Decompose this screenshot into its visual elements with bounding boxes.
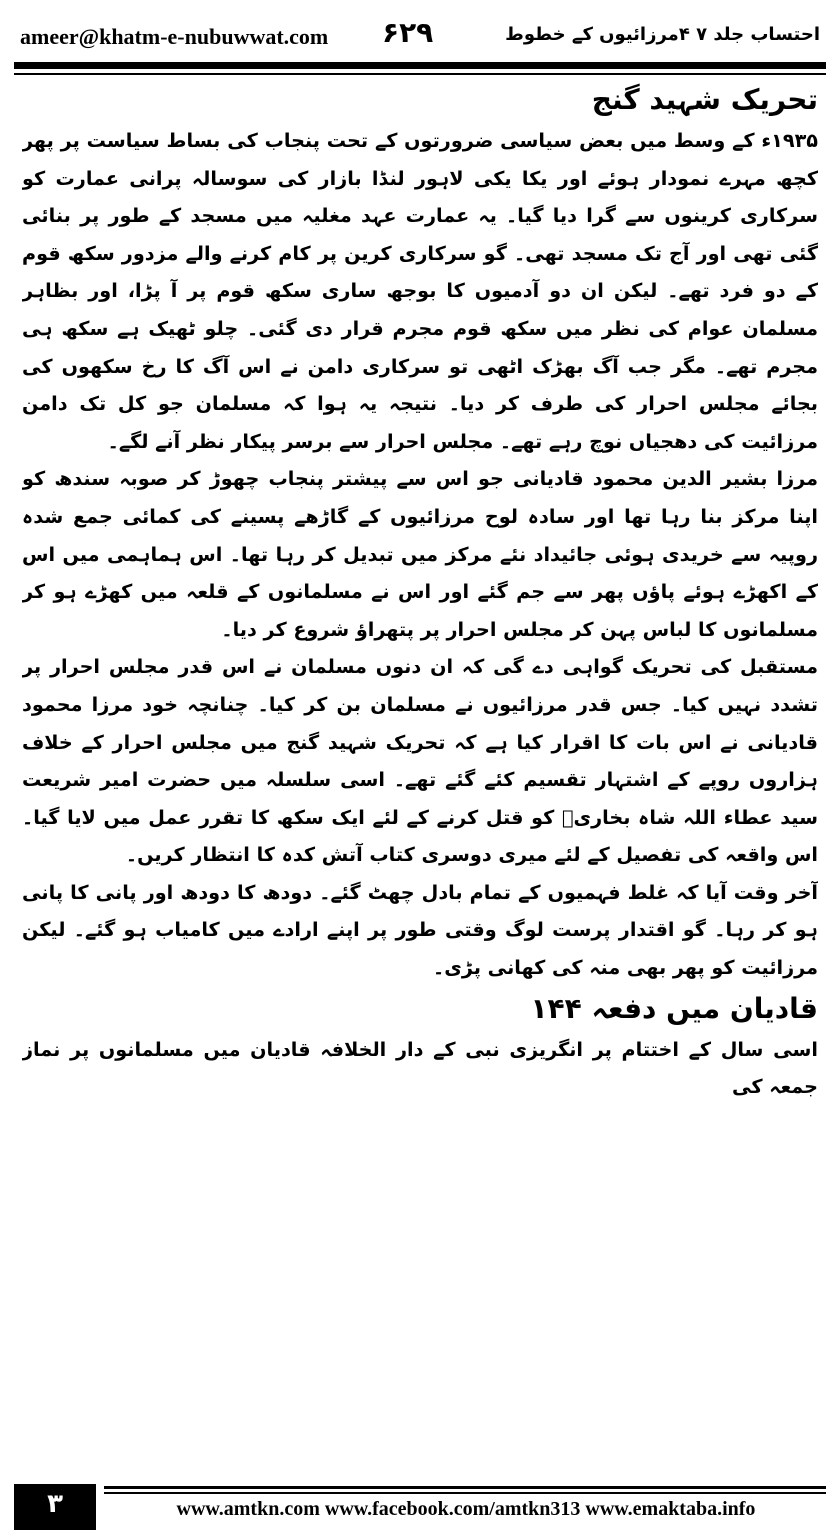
section-heading-shaheed-ganj: تحریک شہید گنج <box>591 83 818 116</box>
paragraph-4: آخر وقت آیا کہ غلط فہمیوں کے تمام بادل چھٹ گئے۔ دودھ کا دودھ اور پانی کا پانی ہو کر رہا۔ گو اقتدار پرست لوگ وقتی طور پر اپنے ارادے میں کامیاب ہو گئے۔ لیکن مرزائیت کو پھر بھی منہ کی کھانی پڑی۔ <box>22 880 818 980</box>
footer-page-number: ۳ <box>14 1484 96 1530</box>
footer-rule-thick <box>104 1486 826 1489</box>
footer-links[interactable]: www.amtkn.com www.facebook.com/amtkn313 www.emaktaba.info <box>176 1498 756 1520</box>
header-rule-thin <box>14 73 826 75</box>
page-footer <box>14 1484 826 1530</box>
paragraph-5: اسی سال کے اختتام پر انگریزی نبی کے دار الخلافہ قادیان میں مسلمانوں پر نماز جمعہ کی <box>22 1037 818 1099</box>
paragraph-2: مرزا بشیر الدین محمود قادیانی جو اس سے پیشتر پنجاب چھوڑ کر صوبہ سندھ کو اپنا مرکز بنا رہا تھا اور سادہ لوح مرزائیوں کے گاڑھے پسینے کی کمائی جمع شدہ روپیہ سے خریدی ہوئی جائیداد نئے مرکز میں تبدیل کر رہا تھا۔ اس ہماہمی میں اس کے اکھڑے ہوئے پاؤں پھر سے جم گئے اور اس نے مسلمانوں کے قلعہ میں کھڑے ہو کر مسلمانوں کا لباس پہن کر مجلس احرار پر پتھراؤ شروع کر دیا۔ <box>22 467 818 641</box>
header-book-title: احتساب جلد ۷ ۴مرزائیوں کے خطوط <box>505 24 820 45</box>
header-page-number: ۶۲۹ <box>382 16 434 49</box>
page-header <box>14 14 826 58</box>
paragraph-1: ۱۹۳۵ء کے وسط میں بعض سیاسی ضرورتوں کے تحت پنجاب کی بساط سیاست پر پھر کچھ مہرے نمودار ہوئے اور یکا یکی لاہور لنڈا بازار کی سوسالہ پرانی عمارت کو سرکاری کرینوں سے گرا دیا گیا۔ یہ عمارت عہد مغلیہ میں مسجد کے طور پر بنائی گئی تھی اور آج تک مسجد تھی۔ گو سرکاری کرین پر کام کرنے والے مزدور سکھ قوم کے دو فرد تھے۔ لیکن ان دو آدمیوں کا بوجھ ساری سکھ قوم پر آ پڑا، اور بظاہر مسلمان عوام کی نظر میں سکھ قوم مجرم قرار دی گئی۔ چلو ٹھیک ہے سکھ ہی مجرم تھے۔ مگر جب آگ بھڑک اٹھی تو سرکاری دامن نے اس آگ کا رخ سکھوں کی بجائے مجلس احرار کی طرف کر دیا۔ نتیجہ یہ ہوا کہ مسلمان جو کل تک دامن مرزائیت کی دھجیاں نوچ رہے تھے۔ مجلس احرار سے برسر پیکار نظر آنے لگے۔ <box>22 129 818 453</box>
page-content <box>22 78 818 1458</box>
header-rule-thick <box>14 62 826 69</box>
paragraph-3: مستقبل کی تحریک گواہی دے گی کہ ان دنوں مسلمان نے اس قدر مجلس احرار پر تشدد نہیں کیا۔ جس قدر مرزائیوں نے مسلمان بن کر کیا۔ چنانچہ خود مرزا محمود قادیانی نے اس بات کا اقرار کیا ہے کہ تحریک شہید گنج میں مجلس احرار کے خلاف ہزاروں روپے کے اشتہار تقسیم کئے گئے تھے۔ اسی سلسلہ میں حضرت امیر شریعت سید عطاء اللہ شاہ بخاریؒ کو قتل کرنے کے لئے ایک سکھ کا تقرر عمل میں لایا گیا۔ اس واقعہ کی تفصیل کے لئے میری دوسری کتاب آتش کدہ کا انتظار کریں۔ <box>22 655 818 867</box>
header-email: ameer@khatm-e-nubuwwat.com <box>20 24 329 49</box>
footer-rule-thin <box>104 1492 826 1494</box>
section-heading-qadian: قادیان میں دفعہ ۱۴۴ <box>530 991 818 1025</box>
